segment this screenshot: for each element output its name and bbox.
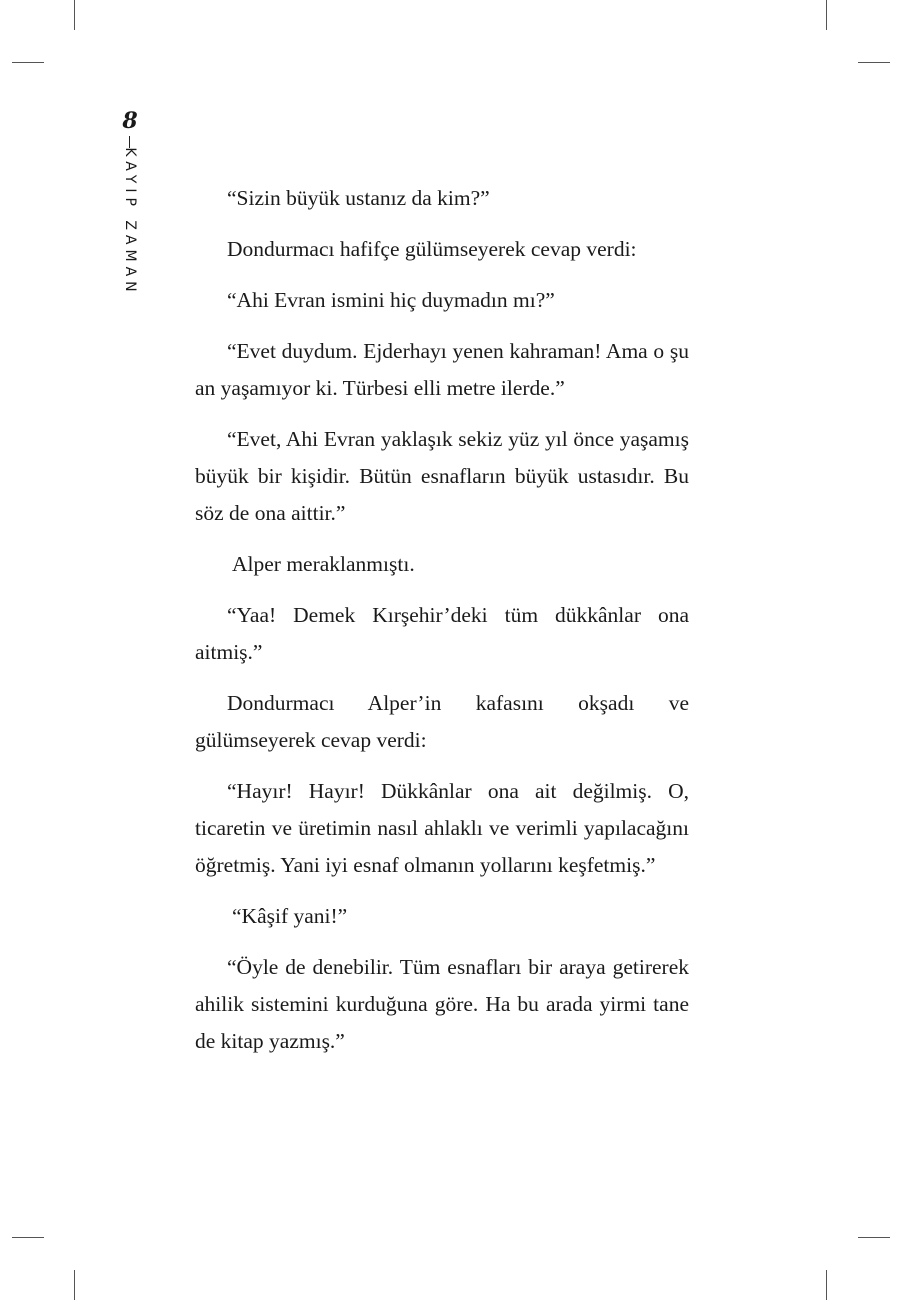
paragraph: “Hayır! Hayır! Dükkânlar ona ait değilmiş. O, ticaretin ve üretimin nasıl ahlaklı ve verimli yapılacağını öğretmiş. Yani iyi esnaf olmanın yollarını keşfetmiş.” bbox=[195, 779, 689, 877]
crop-mark-right-bottom bbox=[858, 1237, 890, 1238]
paragraph: Dondurmacı Alper’in kafasını okşadı ve gülümseyerek cevap verdi: bbox=[195, 691, 689, 752]
book-title: KAYIP ZAMAN bbox=[122, 147, 138, 297]
crop-mark-left-bottom bbox=[12, 1237, 44, 1238]
body-text bbox=[195, 180, 689, 1074]
paragraph: Dondurmacı hafifçe gülümseyerek cevap verdi: bbox=[227, 237, 637, 261]
paragraph: “Ahi Evran ismini hiç duymadın mı?” bbox=[227, 288, 555, 312]
crop-mark-top-left bbox=[74, 0, 75, 30]
paragraph: “Evet duydum. Ejderhayı yenen kahraman! Ama o şu an yaşamıyor ki. Türbesi elli metre ilerde.” bbox=[195, 339, 689, 400]
crop-mark-right-top bbox=[858, 62, 890, 63]
paragraph: “Öyle de denebilir. Tüm esnafları bir araya getirerek ahilik sistemini kurduğuna göre. Ha bu arada yirmi tane de kitap yazmış.” bbox=[195, 955, 689, 1053]
page-number: 8 bbox=[122, 108, 138, 134]
paragraph: Alper meraklanmıştı. bbox=[232, 552, 415, 576]
crop-mark-bottom-right bbox=[826, 1270, 827, 1300]
crop-mark-bottom-left bbox=[74, 1270, 75, 1300]
paragraph: “Yaa! Demek Kırşehir’deki tüm dükkânlar ona aitmiş.” bbox=[195, 603, 689, 664]
paragraph: “Kâşif yani!” bbox=[232, 904, 348, 928]
crop-mark-left-top bbox=[12, 62, 44, 63]
paragraph: “Sizin büyük ustanız da kim?” bbox=[227, 186, 490, 210]
paragraph: “Evet, Ahi Evran yaklaşık sekiz yüz yıl önce yaşamış büyük bir kişidir. Bütün esnafların büyük ustasıdır. Bu söz de ona aittir.” bbox=[195, 427, 689, 525]
crop-mark-top-right bbox=[826, 0, 827, 30]
